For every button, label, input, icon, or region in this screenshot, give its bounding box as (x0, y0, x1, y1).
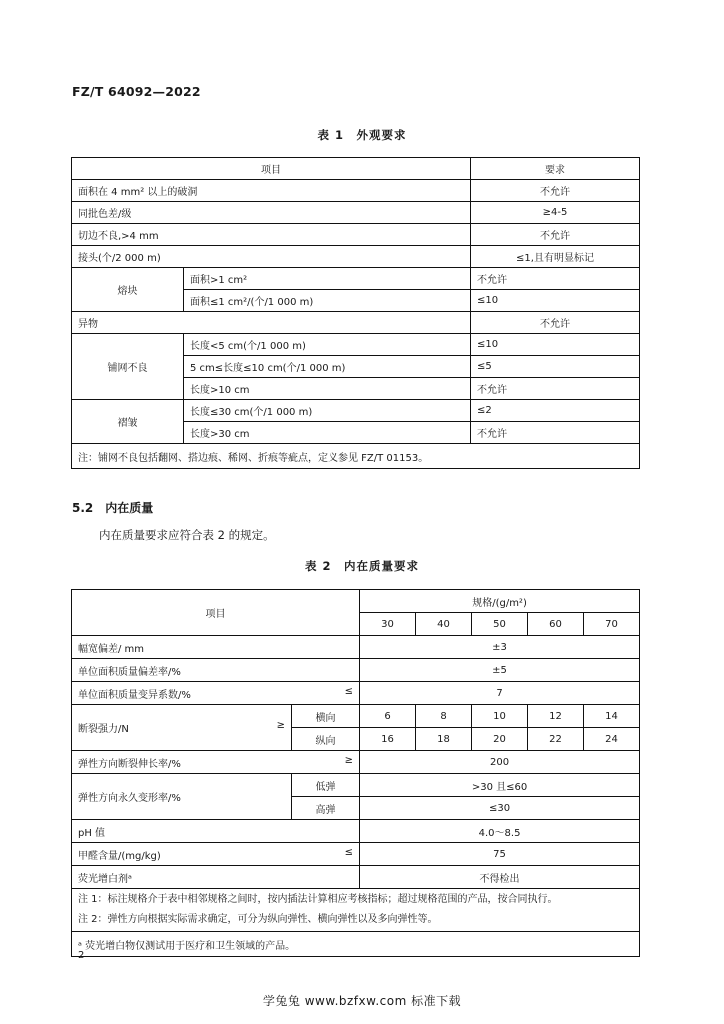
table-row (72, 682, 640, 705)
table2-caption: 表 2 内在质量要求 (304, 559, 419, 573)
row-item: 面积在 4 mm² 以上的破洞 (72, 180, 471, 202)
group-label: 铺网不良 (72, 334, 184, 400)
table-row (72, 246, 640, 268)
table-row (72, 202, 640, 224)
row-value: ±5 (360, 659, 640, 682)
spec-col: 60 (528, 613, 584, 636)
header-requirement: 要求 (471, 158, 640, 180)
row-requirement: 不允许 (471, 268, 640, 290)
row-value: 75 (360, 843, 640, 866)
row-value: 7 (360, 682, 640, 705)
row-value: 4.0～8.5 (360, 820, 640, 843)
row-value: ±3 (360, 636, 640, 659)
table-row (72, 334, 640, 356)
table-row (72, 400, 640, 422)
table-row (72, 774, 640, 797)
table-row (72, 866, 640, 889)
row-requirement: ≤10 (471, 290, 640, 312)
spec-col: 70 (584, 613, 640, 636)
row-subitem: 面积>1 cm² (184, 268, 471, 290)
row-subitem: 长度≤30 cm(个/1 000 m) (184, 400, 471, 422)
footer-watermark: 学兔兔 www.bzfxw.com 标准下载 (262, 994, 462, 1008)
table-header-row (72, 590, 640, 613)
direction-label: 纵向 (292, 728, 360, 751)
row-item-cell (72, 751, 360, 774)
table-row (72, 820, 640, 843)
table-notes (72, 889, 640, 932)
row-value: 8 (416, 705, 472, 728)
intrinsic-quality-table (71, 589, 640, 957)
table-note-row (72, 889, 640, 932)
table-row (72, 312, 640, 334)
table-row (72, 843, 640, 866)
table-note-1: 注 1：标注规格介于表中相邻规格之间时，按内插法计算相应考核指标；超过规格范围的产品，按合同执行。 (78, 894, 558, 905)
row-item-cell (72, 682, 360, 705)
row-requirement: 不允许 (471, 422, 640, 444)
row-requirement: ≥4-5 (471, 202, 640, 224)
row-value: 不得检出 (360, 866, 640, 889)
row-value: 18 (416, 728, 472, 751)
section-title: 5.2 内在质量 (72, 501, 154, 515)
table-row (72, 659, 640, 682)
row-item: pH 值 (72, 820, 360, 843)
row-value: 16 (360, 728, 416, 751)
table-row (72, 268, 640, 290)
table-row (72, 705, 640, 728)
table1-caption: 表 1 外观要求 (317, 128, 407, 142)
row-item: 甲醛含量/(mg/kg) (78, 850, 161, 862)
group-label: 熔块 (72, 268, 184, 312)
row-value: >30 且≤60 (360, 774, 640, 797)
table-note-row (72, 444, 640, 469)
row-item: 幅宽偏差/ mm (72, 636, 360, 659)
row-requirement: 不允许 (471, 312, 640, 334)
row-value: 6 (360, 705, 416, 728)
standard-number: FZ/T 64092—2022 (72, 84, 201, 99)
row-requirement: ≤5 (471, 356, 640, 378)
row-item-cell (72, 705, 292, 751)
table-footnote-row (72, 932, 640, 957)
header-spec: 规格/(g/m²) (360, 590, 640, 613)
table-row (72, 224, 640, 246)
row-subitem: 长度>30 cm (184, 422, 471, 444)
row-requirement: ≤10 (471, 334, 640, 356)
direction-label: 横向 (292, 705, 360, 728)
row-subitem: 长度>10 cm (184, 378, 471, 400)
header-item: 项目 (72, 590, 360, 636)
table-row (72, 751, 640, 774)
comparison-symbol: ≤ (344, 685, 353, 697)
table-row (72, 636, 640, 659)
row-requirement: 不允许 (471, 180, 640, 202)
spec-col: 40 (416, 613, 472, 636)
comparison-symbol: ≤ (344, 846, 353, 858)
row-item: 弹性方向永久变形率/% (72, 774, 292, 820)
row-requirement: ≤2 (471, 400, 640, 422)
page-number: 2 (78, 950, 85, 961)
row-value: ≤30 (360, 797, 640, 820)
section-paragraph: 内在质量要求应符合表 2 的规定。 (99, 528, 275, 542)
elasticity-label: 高弹 (292, 797, 360, 820)
row-requirement: 不允许 (471, 378, 640, 400)
row-item: 切边不良,>4 mm (72, 224, 471, 246)
row-requirement: ≤1,且有明显标记 (471, 246, 640, 268)
row-value: 10 (472, 705, 528, 728)
spec-col: 30 (360, 613, 416, 636)
table-row (72, 180, 640, 202)
row-item: 单位面积质量变异系数/% (78, 689, 191, 701)
row-value: 200 (360, 751, 640, 774)
table-note-2: 注 2：弹性方向根据实际需求确定，可分为纵向弹性、横向弹性以及多向弹性等。 (78, 914, 438, 925)
appearance-requirements-table (71, 157, 640, 469)
row-value: 12 (528, 705, 584, 728)
row-value: 22 (528, 728, 584, 751)
row-subitem: 5 cm≤长度≤10 cm(个/1 000 m) (184, 356, 471, 378)
group-label: 褶皱 (72, 400, 184, 444)
table-footnote: ᵃ 荧光增白物仅测试用于医疗和卫生领域的产品。 (72, 932, 640, 957)
row-item: 异物 (72, 312, 471, 334)
table-header-row (72, 158, 640, 180)
row-item: 断裂强力/N (78, 724, 129, 735)
comparison-symbol: ≥ (276, 720, 285, 731)
row-item: 荧光增白剂ᵃ (72, 866, 360, 889)
elasticity-label: 低弹 (292, 774, 360, 797)
row-item: 弹性方向断裂伸长率/% (78, 758, 181, 770)
row-value: 14 (584, 705, 640, 728)
row-subitem: 长度<5 cm(个/1 000 m) (184, 334, 471, 356)
row-value: 24 (584, 728, 640, 751)
row-value: 20 (472, 728, 528, 751)
row-item-cell (72, 843, 360, 866)
spec-col: 50 (472, 613, 528, 636)
row-item: 同批色差/级 (72, 202, 471, 224)
row-item: 接头(个/2 000 m) (72, 246, 471, 268)
table-note: 注：铺网不良包括翻网、搭边痕、稀网、折痕等疵点，定义参见 FZ/T 01153。 (72, 444, 640, 469)
row-subitem: 面积≤1 cm²/(个/1 000 m) (184, 290, 471, 312)
comparison-symbol: ≥ (344, 754, 353, 766)
row-requirement: 不允许 (471, 224, 640, 246)
row-item: 单位面积质量偏差率/% (72, 659, 360, 682)
header-item: 项目 (72, 158, 471, 180)
